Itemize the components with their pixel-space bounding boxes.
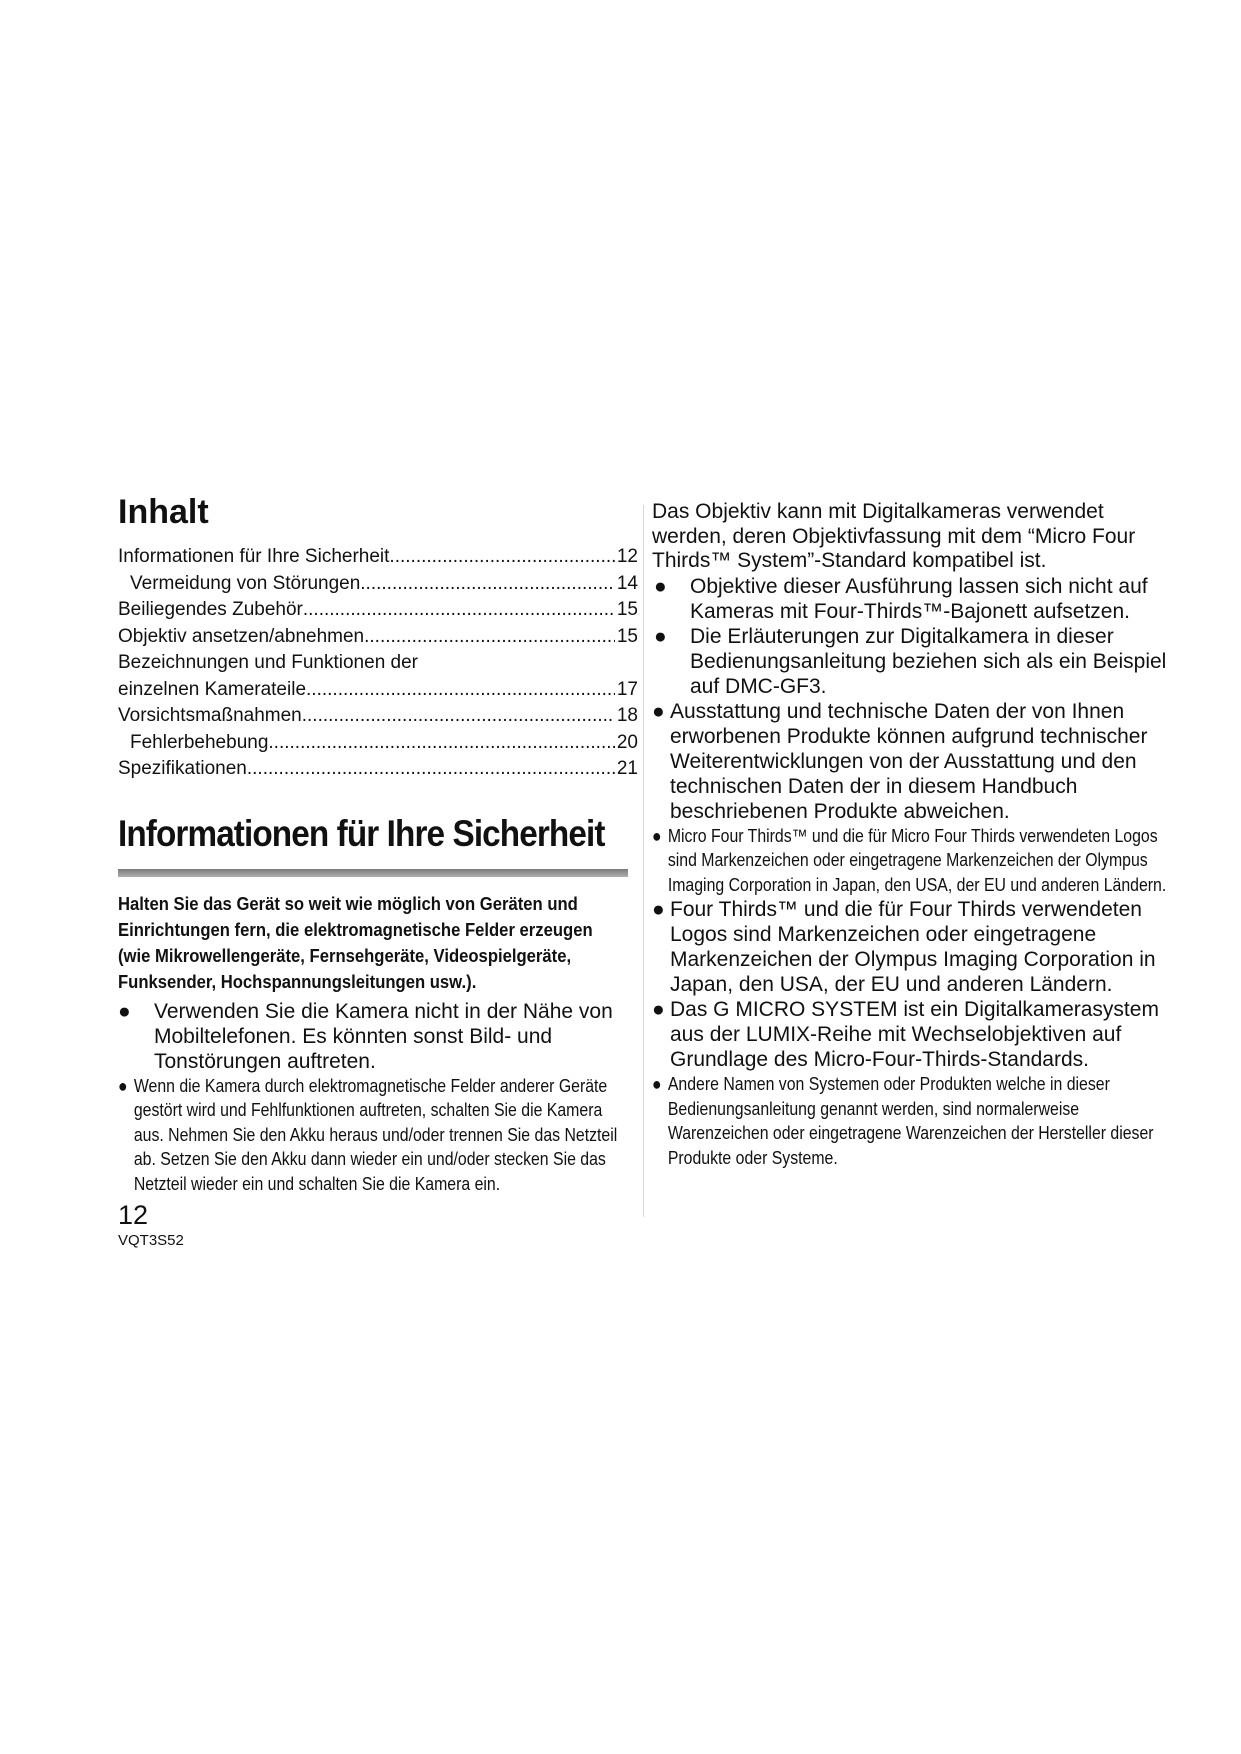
bullet-icon: ● [652,998,665,1021]
safety-heading: Informationen für Ihre Sicherheit [118,812,605,854]
list-item: ● Ausstattung und technische Daten der von Ihnen erworbenen Produkte können aufgrund technischer Weiterentwicklungen von der Ausstattung und den technischen Daten der in diesem Handbuch beschriebenen Produkte abweichen. [652,699,1148,823]
bullet-icon: ● [654,624,667,648]
bullet-icon: ● [118,999,131,1023]
list-item: ● Verwenden Sie die Kamera nicht in der Nähe von Mobiltelefonen. Es könnten sonst Bild- und Tonstörungen auftreten. [118,999,613,1073]
bullet-icon: ● [118,1075,128,1096]
bullet-icon: ● [652,699,665,723]
toc-entry[interactable]: Vorsichtsmaßnahmen ..... 18 [118,703,638,730]
safety-lead-text: Halten Sie das Gerät so weit wie möglich von Geräten und Einrichtungen fern, die elektromagnetische Felder erzeugen (wie Mikrowellengeräte, Fernsehgeräte, Videospielgeräte, Funksender, Hochspannungsleitungen usw.). [118,892,593,992]
list-item: ● Wenn die Kamera durch elektromagnetische Felder anderer Geräte gestört wird und Fehlfunktionen auftreten, schalten Sie die Kamera aus. Nehmen Sie den Akku heraus und/oder trennen Sie das Netzteil ab. Setzen Sie den Akku dann wieder ein und/oder stecken Sie das Netzteil wieder ein und schalten Sie die Kamera ein. [118,1075,618,1194]
toc-entry[interactable]: Vermeidung von Störungen ..... 14 [118,571,638,598]
left-column [118,490,638,1196]
column-divider [643,505,644,1217]
list-item: ● Micro Four Thirds™ und die für Micro Four Thirds verwendeten Logos sind Markenzeichen oder eingetragene Markenzeichen der Olympus Imaging Corporation in Japan, den USA, der EU und anderen Ländern. [652,825,1167,895]
bullet-icon: ● [654,574,667,598]
safety-bullet-list [118,999,638,1197]
toc-entry[interactable]: einzelnen Kamerateile ..... 17 [118,677,638,704]
list-item: ● Das G MICRO SYSTEM ist ein Digitalkamerasystem aus der LUMIX-Reihe mit Wechselobjektiven auf Grundlage des Micro-Four-Thirds-Standards. [652,998,1159,1071]
lens-notes-list [652,574,1172,1171]
page-number: 12 [118,1200,149,1230]
heading-rule [118,869,628,877]
table-of-contents [118,544,638,783]
list-item: ● Objektive dieser Ausführung lassen sich nicht auf Kameras mit Four-Thirds™-Bajonett aufsetzen. [654,574,1148,623]
document-code: VQT3S52 [118,1232,184,1249]
toc-heading: Inhalt [118,493,209,531]
list-item: ● Andere Namen von Systemen oder Produkten welche in dieser Bedienungsanleitung genannt werden, sind normalerweise Warenzeichen oder eingetragene Warenzeichen der Hersteller dieser Produkte oder Systeme. [652,1074,1154,1168]
toc-entry[interactable]: Bezeichnungen und Funktionen der [118,652,419,673]
toc-entry[interactable]: Informationen für Ihre Sicherheit ..... 12 [118,544,638,571]
right-column [652,500,1172,1170]
bullet-icon: ● [652,1074,662,1094]
toc-entry[interactable]: Objektiv ansetzen/abnehmen ..... 15 [118,624,638,651]
toc-entry[interactable]: Spezifikationen ..... 21 [118,756,638,783]
toc-entry[interactable]: Beiliegendes Zubehör ..... 15 [118,597,638,624]
bullet-icon: ● [652,898,665,921]
bullet-icon: ● [652,825,662,846]
list-item: ● Die Erläuterungen zur Digitalkamera in dieser Bedienungsanleitung beziehen sich als ein Beispiel auf DMC-GF3. [654,624,1167,698]
toc-entry[interactable]: Fehlerbehebung ..... 20 [118,730,638,757]
list-item: ● Four Thirds™ und die für Four Thirds verwendeten Logos sind Markenzeichen oder eingetragene Markenzeichen der Olympus Imaging Corporation in Japan, den USA, der EU und anderen Ländern. [652,898,1156,996]
lens-intro-text: Das Objektiv kann mit Digitalkameras verwendet werden, deren Objektivfassung mit dem “Micro Four Thirds™ System”-Standard kompatibel ist. [652,500,1136,572]
